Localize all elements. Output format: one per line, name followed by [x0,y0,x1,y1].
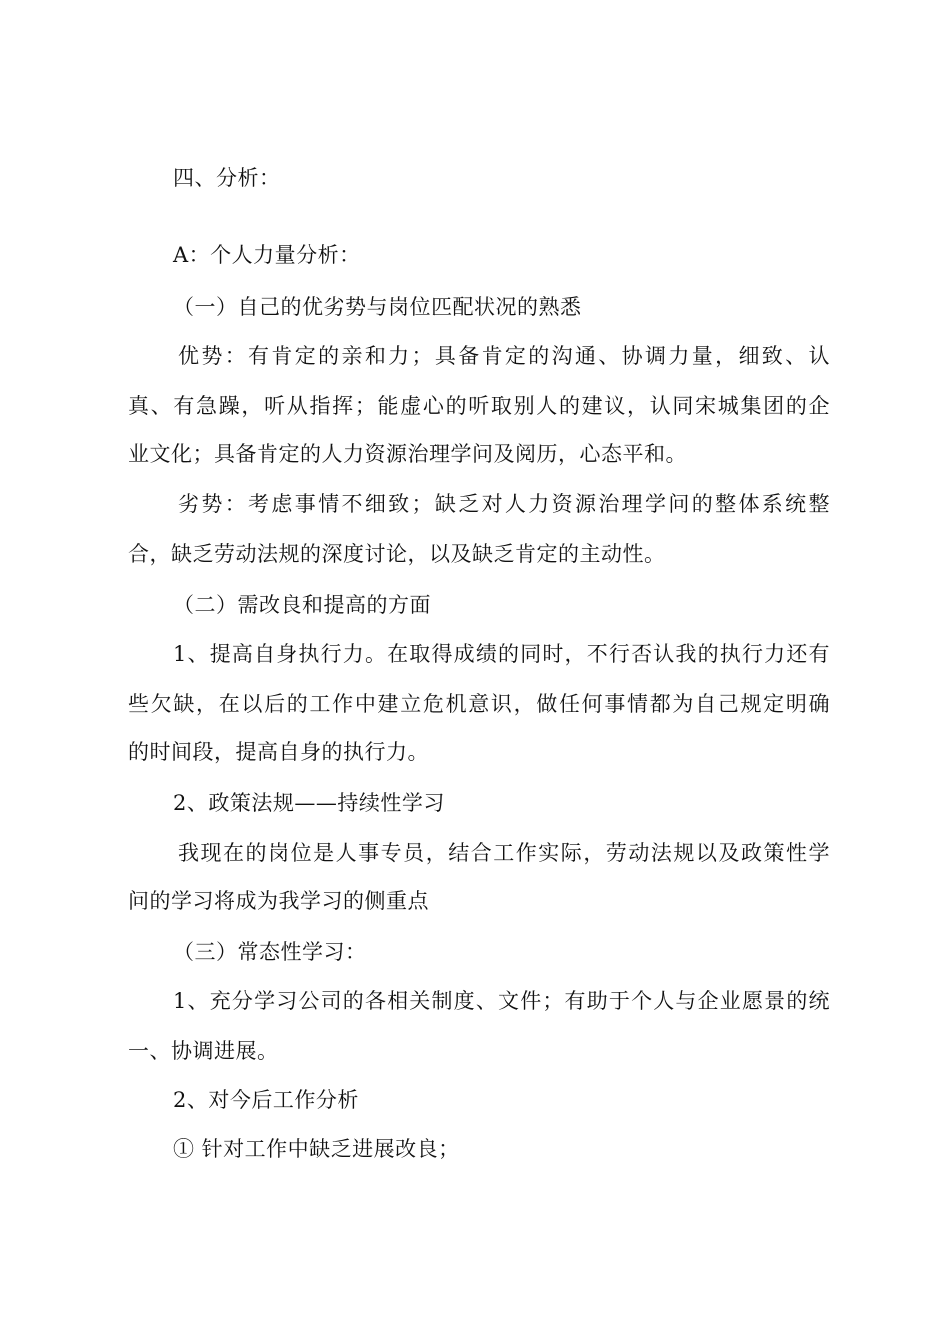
subheading-improvement-areas: （二）需改良和提高的方面 [173,593,431,617]
paragraph-execution-line-1: 1、提高自身执行力。在取得成绩的同时，不行否认我的执行力还有 [173,642,830,666]
paragraph-advantages-line-1: 优势：有肯定的亲和力；具备肯定的沟通、协调力量，细致、认 [178,344,830,368]
paragraph-execution-line-2: 些欠缺，在以后的工作中建立危机意识，做任何事情都为自己规定明确 [128,692,830,716]
paragraph-execution-line-3: 的时间段，提高自身的执行力。 [128,740,429,764]
paragraph-advantages-line-2: 真、有急躁，听从指挥；能虚心的听取别人的建议，认同宋城集团的企 [128,394,830,418]
paragraph-current-post-line-2: 问的学习将成为我学习的侧重点 [128,889,429,913]
paragraph-advantages-line-3: 业文化；具备肯定的人力资源治理学问及阅历，心态平和。 [128,442,687,466]
paragraph-current-post-line-1: 我现在的岗位是人事专员，结合工作实际，劳动法规以及政策性学 [178,841,830,865]
paragraph-company-rules-line-2: 一、协调进展。 [128,1039,279,1063]
subheading-regular-learning: （三）常态性学习： [173,940,367,964]
list-item-future-work: 2、对今后工作分析 [173,1088,359,1112]
subheading-strengths-weaknesses: （一）自己的优劣势与岗位匹配状况的熟悉 [173,295,582,319]
paragraph-disadvantages-line-2: 合，缺乏劳动法规的深度讨论，以及缺乏肯定的主动性。 [128,542,666,566]
section-heading-analysis: 四、分析： [173,166,281,190]
list-item-policy-learning: 2、政策法规——持续性学习 [173,791,445,815]
paragraph-company-rules-line-1: 1、充分学习公司的各相关制度、文件；有助于个人与企业愿景的统 [173,989,830,1013]
list-item-improve-shortcomings: ① 针对工作中缺乏进展改良； [173,1137,460,1161]
subheading-personal-ability: A：个人力量分析： [173,243,361,267]
paragraph-disadvantages-line-1: 劣势：考虑事情不细致；缺乏对人力资源治理学问的整体系统整 [178,492,830,516]
